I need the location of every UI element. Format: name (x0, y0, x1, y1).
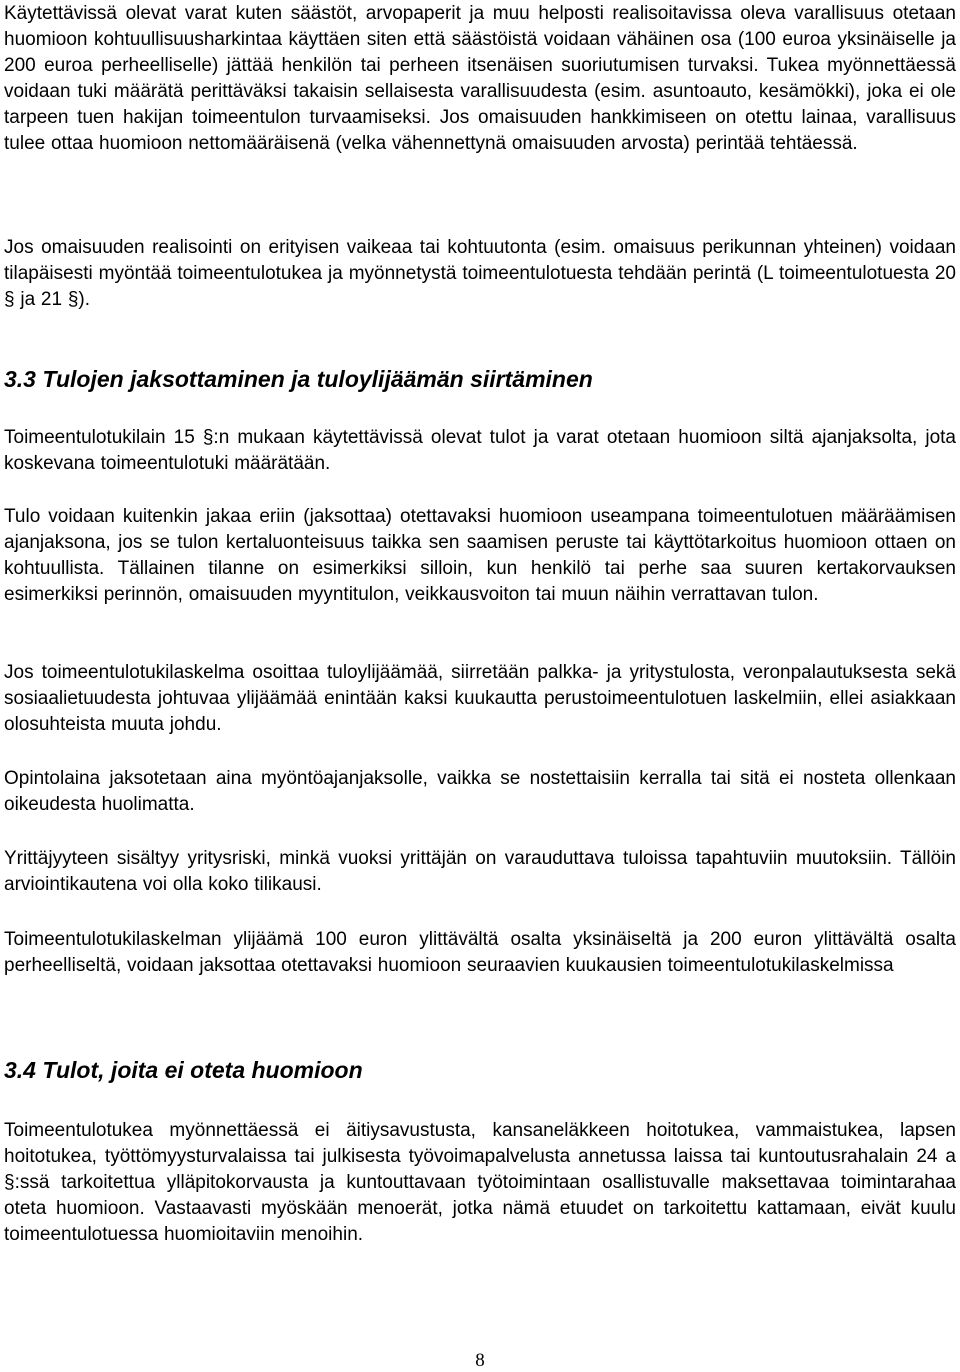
paragraph: Jos toimeentulotukilaskelma osoittaa tuloylijäämää, siirretään palkka- ja yritystulosta, veronpalautuksesta sekä sosiaalietuudesta johtuvaa ylijäämää enintään kaksi kuukautta perustoimeentulotuen laskelmiin, ellei asiakkaan olosuhteista muuta johdu. (4, 662, 956, 735)
section-heading-3-3: 3.3 Tulojen jaksottaminen ja tuloylijäämän siirtäminen (4, 366, 593, 392)
paragraph: Jos omaisuuden realisointi on erityisen vaikeaa tai kohtuutonta (esim. omaisuus perikunnan yhteinen) voidaan tilapäisesti myöntää toimeentulotukea ja myönnetystä toimeentulotuesta tehdään perintä (L toimeentulotuesta 20 § ja 21 §). (4, 237, 956, 310)
paragraph: Yrittäjyyteen sisältyy yritysriski, minkä vuoksi yrittäjän on varauduttava tuloissa tapahtuviin muutoksiin. Tällöin arviointikautena voi olla koko tilikausi. (4, 848, 956, 895)
paragraph: Tulo voidaan kuitenkin jakaa eriin (jaksottaa) otettavaksi huomioon useampana toimeentulotuen määräämisen ajanjaksona, jos se tulon kertaluonteisuus taikka sen saamisen peruste tai käyttötarkoitus huomioon ottaen on kohtuullista. Tällainen tilanne on esimerkiksi silloin, kun henkilö tai perhe saa suuren kertakorvauksen esimerkiksi perinnön, omaisuuden myyntitulon, veikkausvoiton tai muun näihin verrattavan tulon. (4, 506, 956, 605)
section-heading-3-4: 3.4 Tulot, joita ei oteta huomioon (4, 1057, 363, 1083)
paragraph: Toimeentulotukilain 15 §:n mukaan käytettävissä olevat tulot ja varat otetaan huomioon siltä ajanjaksolta, jota koskevana toimeentulotuki määrätään. (4, 427, 956, 474)
page-number: 8 (475, 1350, 485, 1371)
paragraph: Opintolaina jaksotetaan aina myöntöajanjaksolle, vaikka se nostettaisiin kerralla tai sitä ei nosteta ollenkaan oikeudesta huolimatta. (4, 768, 956, 815)
paragraph: Toimeentulotukilaskelman ylijäämä 100 euron ylittävältä osalta yksinäiseltä ja 200 euron ylittävältä osalta perheelliseltä, voidaan jaksottaa otettavaksi huomioon seuraavien kuukausien toimeentulotukilaskelmissa (4, 929, 956, 976)
paragraph: Toimeentulotukea myönnettäessä ei äitiysavustusta, kansaneläkkeen hoitotukea, vammaistukea, lapsen hoitotukea, työttömyysturvalaissa tai julkisesta työvoimapalvelusta annetussa laissa tai kuntoutusrahalain 24 a §:ssä tarkoitettua ylläpitokorvausta ja kuntouttavaan työtoimintaan osallistuvalle maksettavaa toimintarahaa oteta huomioon. Vastaavasti myöskään menoerät, jotka nämä etuudet on tarkoitettu kattamaan, eivät kuulu toimeentulotuessa huomioitaviin menoihin. (4, 1120, 956, 1245)
paragraph: Käytettävissä olevat varat kuten säästöt, arvopaperit ja muu helposti realisoitavissa oleva varallisuus otetaan huomioon kohtuullisuusharkintaa käyttäen siten että säästöistä voidaan vähäinen osa (100 euroa yksinäiselle ja 200 euroa perheelliselle) jättää henkilön tai perheen itsenäisen suoriutumisen turvaksi. Tukea myönnettäessä voidaan tuki määrätä perittäväksi takaisin sellaisesta varallisuudesta (esim. asuntoauto, kesämökki), joka ei ole tarpeen tuen hakijan toimeentulon turvaamiseksi. Jos omaisuuden hankkimiseen on otettu lainaa, varallisuus tulee ottaa huomioon nettomääräisenä (velka vähennettynä omaisuuden arvosta) perintää tehtäessä. (4, 3, 956, 154)
